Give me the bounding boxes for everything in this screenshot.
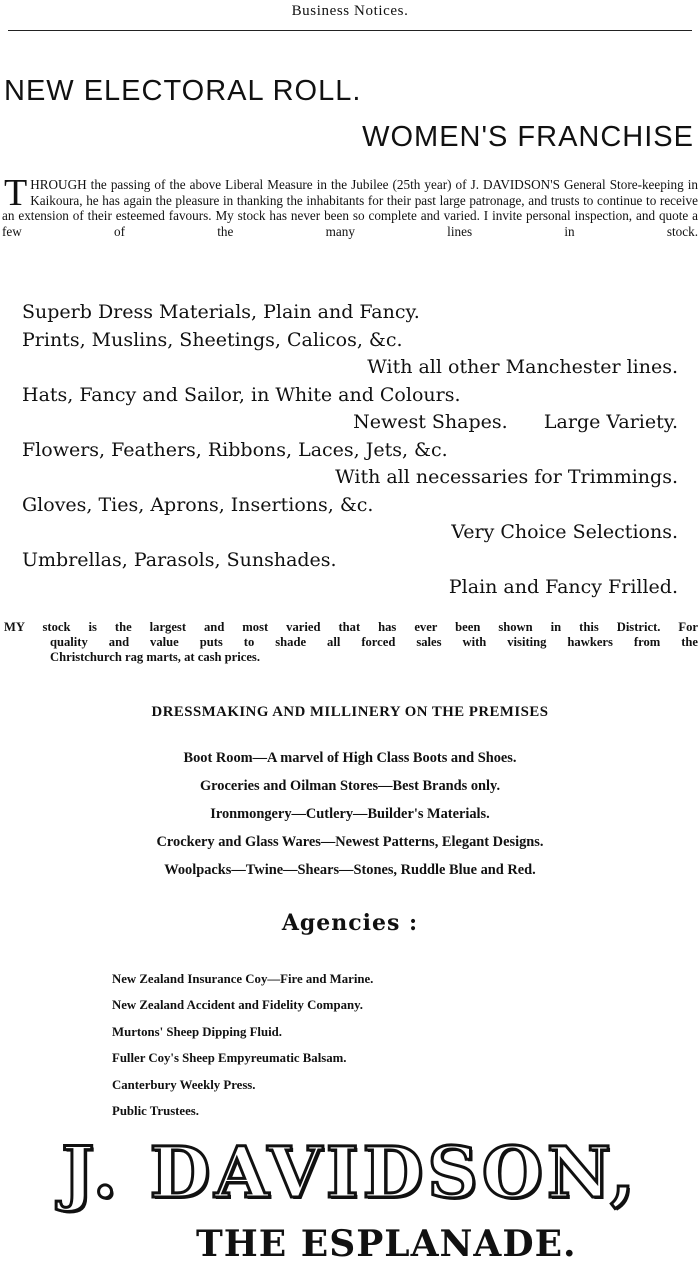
stock-note-line: quality and value puts to shade all forced sales with visiting hawkers from the [50,635,698,649]
intro-dropcap: T [4,172,28,214]
goods-item-main: Superb Dress Materials, Plain and Fancy. [22,301,420,323]
department-item: Ironmongery—Cutlery—Builder's Materials. [210,806,490,822]
goods-item-main: Hats, Fancy and Sailor, in White and Colours. [22,384,461,406]
section-header: Business Notices. [291,3,409,19]
stock-note [4,620,698,665]
stock-note-line: Christchurch rag marts, at cash prices. [50,650,260,664]
agency-item: Canterbury Weekly Press. [112,1077,256,1092]
goods-item-detail: Plain and Fancy Frilled. [448,576,678,598]
goods-item-main: Prints, Muslins, Sheetings, Calicos, &c. [22,329,403,351]
headline-womens-franchise: WOMEN'S FRANCHISE [362,121,694,153]
dressmaking-heading: DRESSMAKING AND MILLINERY ON THE PREMISES [151,704,549,720]
goods-item [22,327,678,381]
department-item: Crockery and Glass Wares—Newest Patterns, Elegant Designs. [156,834,544,850]
agency-item: Murtons' Sheep Dipping Fluid. [112,1024,282,1039]
agency-item: Fuller Coy's Sheep Empyreumatic Balsam. [112,1051,347,1066]
agency-list [112,966,632,1124]
department-item: Boot Room—A marvel of High Class Boots and Shoes. [183,750,517,766]
goods-item-detail: With all necessaries for Trimmings. [335,466,678,488]
goods-item [22,299,678,326]
goods-item [22,382,678,436]
intro-text: HROUGH the passing of the above Liberal Measure in the Jubilee (25th year) of J. DAVIDSON'S General Store-keeping in Kaikoura, he has again the pleasure in thanking the inhabitants for their past large patronage, and trusts to continue to receive an extension of their esteemed favours. My stock has never been so complete and varied. I invite personal inspection, and quote a few of the many lines in stock. [2,177,698,239]
firm-name: J. DAVIDSON, [61,1131,639,1214]
intro-paragraph [2,172,698,239]
goods-item-main: Umbrellas, Parasols, Sunshades. [22,549,337,571]
header-rule [8,30,692,31]
goods-item-detail: Very Choice Selections. [451,521,678,543]
goods-item [22,492,678,546]
goods-list [22,298,678,601]
agency-item: New Zealand Insurance Coy—Fire and Marine. [112,972,374,986]
department-list [0,744,700,884]
goods-item [22,547,678,601]
goods-item [22,437,678,491]
firm-address: THE ESPLANADE. [196,1223,577,1265]
goods-item-detail: Newest Shapes. Large Variety. [353,411,678,433]
stock-note-line: MY stock is the largest and most varied that has ever been shown in this District. For [4,620,698,634]
department-item: Woolpacks—Twine—Shears—Stones, Ruddle Blue and Red. [164,862,536,878]
agency-item: New Zealand Accident and Fidelity Company. [112,998,363,1013]
agency-item: Public Trustees. [112,1104,199,1119]
headline-electoral-roll: NEW ELECTORAL ROLL. [4,75,362,107]
agencies-heading: Agencies : [281,910,419,936]
goods-item-detail: With all other Manchester lines. [367,356,678,378]
goods-item-main: Flowers, Feathers, Ribbons, Laces, Jets, &c. [22,439,448,461]
goods-item-main: Gloves, Ties, Aprons, Insertions, &c. [22,494,374,516]
department-item: Groceries and Oilman Stores—Best Brands only. [199,778,501,794]
